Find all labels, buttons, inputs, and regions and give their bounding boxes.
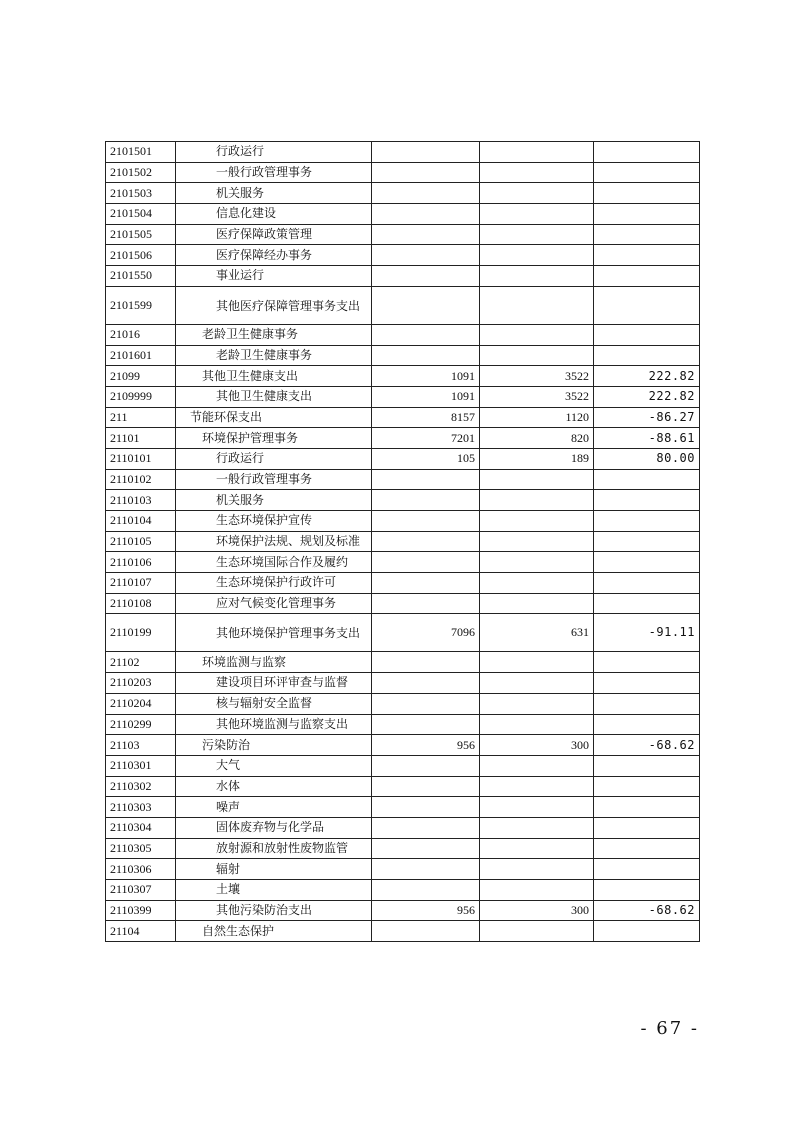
value-cell-2 bbox=[480, 324, 594, 345]
table-row bbox=[106, 162, 700, 183]
change-percent-cell bbox=[594, 142, 700, 163]
table-row bbox=[106, 880, 700, 901]
change-percent-cell bbox=[594, 531, 700, 552]
value-cell-1: 7096 bbox=[372, 614, 480, 652]
change-percent-cell bbox=[594, 593, 700, 614]
account-code-cell: 2101505 bbox=[106, 224, 176, 245]
value-cell-2 bbox=[480, 755, 594, 776]
value-cell-1 bbox=[372, 880, 480, 901]
account-code-cell: 2110307 bbox=[106, 880, 176, 901]
value-cell-2 bbox=[480, 469, 594, 490]
account-code-cell: 2110305 bbox=[106, 838, 176, 859]
account-name-cell: 一般行政管理事务 bbox=[176, 162, 372, 183]
change-percent-cell: -68.62 bbox=[594, 900, 700, 921]
account-name-cell: 污染防治 bbox=[176, 735, 372, 756]
table-row bbox=[106, 859, 700, 880]
value-cell-1 bbox=[372, 838, 480, 859]
table-row bbox=[106, 511, 700, 532]
value-cell-2 bbox=[480, 817, 594, 838]
change-percent-cell bbox=[594, 817, 700, 838]
value-cell-1 bbox=[372, 162, 480, 183]
account-name-cell: 事业运行 bbox=[176, 266, 372, 287]
table-row bbox=[106, 552, 700, 573]
value-cell-1 bbox=[372, 755, 480, 776]
table-row bbox=[106, 469, 700, 490]
value-cell-1 bbox=[372, 921, 480, 942]
account-name-cell: 环境保护管理事务 bbox=[176, 428, 372, 449]
table-row bbox=[106, 838, 700, 859]
value-cell-2: 820 bbox=[480, 428, 594, 449]
account-code-cell: 2101601 bbox=[106, 345, 176, 366]
value-cell-2: 3522 bbox=[480, 366, 594, 387]
account-name-cell: 机关服务 bbox=[176, 490, 372, 511]
account-name-cell: 一般行政管理事务 bbox=[176, 469, 372, 490]
change-percent-cell bbox=[594, 183, 700, 204]
value-cell-2 bbox=[480, 245, 594, 266]
value-cell-2 bbox=[480, 345, 594, 366]
table-row bbox=[106, 428, 700, 449]
table-row bbox=[106, 345, 700, 366]
account-code-cell: 2110103 bbox=[106, 490, 176, 511]
change-percent-cell bbox=[594, 652, 700, 673]
value-cell-1 bbox=[372, 531, 480, 552]
account-name-cell: 机关服务 bbox=[176, 183, 372, 204]
account-code-cell: 2110204 bbox=[106, 693, 176, 714]
table-row bbox=[106, 448, 700, 469]
account-code-cell: 2110199 bbox=[106, 614, 176, 652]
value-cell-1 bbox=[372, 142, 480, 163]
table-row bbox=[106, 817, 700, 838]
change-percent-cell bbox=[594, 552, 700, 573]
table-row bbox=[106, 652, 700, 673]
value-cell-2 bbox=[480, 142, 594, 163]
change-percent-cell: -68.62 bbox=[594, 735, 700, 756]
account-name-cell: 其他污染防治支出 bbox=[176, 900, 372, 921]
account-name-cell: 噪声 bbox=[176, 797, 372, 818]
table-row bbox=[106, 531, 700, 552]
account-name-cell: 建设项目环评审查与监督 bbox=[176, 673, 372, 694]
account-code-cell: 2101550 bbox=[106, 266, 176, 287]
account-name-cell: 医疗保障政策管理 bbox=[176, 224, 372, 245]
value-cell-2: 3522 bbox=[480, 386, 594, 407]
value-cell-1 bbox=[372, 797, 480, 818]
value-cell-1 bbox=[372, 469, 480, 490]
value-cell-1 bbox=[372, 490, 480, 511]
account-code-cell: 211 bbox=[106, 407, 176, 428]
value-cell-2 bbox=[480, 531, 594, 552]
value-cell-2 bbox=[480, 714, 594, 735]
account-code-cell: 21103 bbox=[106, 735, 176, 756]
value-cell-2 bbox=[480, 552, 594, 573]
value-cell-1 bbox=[372, 673, 480, 694]
account-code-cell: 2110102 bbox=[106, 469, 176, 490]
change-percent-cell bbox=[594, 286, 700, 324]
table-row bbox=[106, 266, 700, 287]
account-code-cell: 2101503 bbox=[106, 183, 176, 204]
value-cell-2 bbox=[480, 859, 594, 880]
change-percent-cell: -86.27 bbox=[594, 407, 700, 428]
value-cell-1 bbox=[372, 652, 480, 673]
table-row bbox=[106, 324, 700, 345]
account-name-cell: 水体 bbox=[176, 776, 372, 797]
change-percent-cell: -91.11 bbox=[594, 614, 700, 652]
account-code-cell: 2110303 bbox=[106, 797, 176, 818]
table-row bbox=[106, 921, 700, 942]
account-name-cell: 固体废弃物与化学品 bbox=[176, 817, 372, 838]
table-row bbox=[106, 490, 700, 511]
account-code-cell: 2110304 bbox=[106, 817, 176, 838]
account-code-cell: 2110302 bbox=[106, 776, 176, 797]
change-percent-cell: -88.61 bbox=[594, 428, 700, 449]
value-cell-2: 300 bbox=[480, 900, 594, 921]
account-name-cell: 放射源和放射性废物监管 bbox=[176, 838, 372, 859]
change-percent-cell bbox=[594, 776, 700, 797]
change-percent-cell bbox=[594, 673, 700, 694]
value-cell-2 bbox=[480, 921, 594, 942]
account-name-cell: 老龄卫生健康事务 bbox=[176, 324, 372, 345]
account-name-cell: 行政运行 bbox=[176, 142, 372, 163]
value-cell-1 bbox=[372, 593, 480, 614]
account-name-cell: 大气 bbox=[176, 755, 372, 776]
account-name-cell: 节能环保支出 bbox=[176, 407, 372, 428]
account-code-cell: 2109999 bbox=[106, 386, 176, 407]
change-percent-cell bbox=[594, 490, 700, 511]
change-percent-cell bbox=[594, 345, 700, 366]
change-percent-cell bbox=[594, 224, 700, 245]
account-code-cell: 2101501 bbox=[106, 142, 176, 163]
table-row bbox=[106, 407, 700, 428]
table-row bbox=[106, 573, 700, 594]
value-cell-2 bbox=[480, 511, 594, 532]
value-cell-2 bbox=[480, 776, 594, 797]
account-code-cell: 2110306 bbox=[106, 859, 176, 880]
value-cell-1 bbox=[372, 552, 480, 573]
change-percent-cell bbox=[594, 797, 700, 818]
change-percent-cell bbox=[594, 755, 700, 776]
change-percent-cell bbox=[594, 324, 700, 345]
account-name-cell: 其他环境保护管理事务支出 bbox=[176, 614, 372, 652]
account-code-cell: 2110299 bbox=[106, 714, 176, 735]
account-name-cell: 环境监测与监察 bbox=[176, 652, 372, 673]
change-percent-cell bbox=[594, 921, 700, 942]
table-row bbox=[106, 366, 700, 387]
value-cell-1: 956 bbox=[372, 735, 480, 756]
value-cell-2 bbox=[480, 573, 594, 594]
account-code-cell: 21102 bbox=[106, 652, 176, 673]
value-cell-2: 631 bbox=[480, 614, 594, 652]
value-cell-2 bbox=[480, 266, 594, 287]
account-name-cell: 其他医疗保障管理事务支出 bbox=[176, 286, 372, 324]
account-code-cell: 21016 bbox=[106, 324, 176, 345]
value-cell-1 bbox=[372, 204, 480, 225]
account-code-cell: 2101502 bbox=[106, 162, 176, 183]
value-cell-2: 1120 bbox=[480, 407, 594, 428]
table-row bbox=[106, 735, 700, 756]
value-cell-2 bbox=[480, 652, 594, 673]
account-code-cell: 2110104 bbox=[106, 511, 176, 532]
table-row bbox=[106, 693, 700, 714]
value-cell-1 bbox=[372, 345, 480, 366]
account-name-cell: 环境保护法规、规划及标准 bbox=[176, 531, 372, 552]
value-cell-1 bbox=[372, 859, 480, 880]
table-row bbox=[106, 900, 700, 921]
value-cell-2 bbox=[480, 693, 594, 714]
table-row bbox=[106, 755, 700, 776]
budget-table bbox=[105, 141, 700, 942]
value-cell-2 bbox=[480, 880, 594, 901]
account-code-cell: 2110107 bbox=[106, 573, 176, 594]
change-percent-cell bbox=[594, 693, 700, 714]
table-body bbox=[106, 142, 700, 942]
account-code-cell: 2110101 bbox=[106, 448, 176, 469]
value-cell-1 bbox=[372, 573, 480, 594]
change-percent-cell: 222.82 bbox=[594, 366, 700, 387]
table-row bbox=[106, 673, 700, 694]
account-name-cell: 辐射 bbox=[176, 859, 372, 880]
table-row bbox=[106, 183, 700, 204]
value-cell-1 bbox=[372, 324, 480, 345]
value-cell-1 bbox=[372, 714, 480, 735]
value-cell-1: 1091 bbox=[372, 366, 480, 387]
value-cell-2 bbox=[480, 593, 594, 614]
change-percent-cell bbox=[594, 714, 700, 735]
table-row bbox=[106, 142, 700, 163]
table-row bbox=[106, 204, 700, 225]
change-percent-cell bbox=[594, 880, 700, 901]
change-percent-cell bbox=[594, 204, 700, 225]
value-cell-1 bbox=[372, 776, 480, 797]
account-code-cell: 2110105 bbox=[106, 531, 176, 552]
table-row bbox=[106, 386, 700, 407]
value-cell-2 bbox=[480, 183, 594, 204]
value-cell-1: 105 bbox=[372, 448, 480, 469]
value-cell-1 bbox=[372, 817, 480, 838]
table-row bbox=[106, 593, 700, 614]
value-cell-2 bbox=[480, 224, 594, 245]
value-cell-1 bbox=[372, 266, 480, 287]
value-cell-2 bbox=[480, 673, 594, 694]
account-name-cell: 老龄卫生健康事务 bbox=[176, 345, 372, 366]
change-percent-cell bbox=[594, 838, 700, 859]
table-row bbox=[106, 286, 700, 324]
account-name-cell: 医疗保障经办事务 bbox=[176, 245, 372, 266]
page-number: - 67 - bbox=[640, 1018, 699, 1039]
table-row bbox=[106, 245, 700, 266]
value-cell-1: 7201 bbox=[372, 428, 480, 449]
account-code-cell: 2101506 bbox=[106, 245, 176, 266]
change-percent-cell bbox=[594, 511, 700, 532]
value-cell-1 bbox=[372, 693, 480, 714]
account-name-cell: 其他环境监测与监察支出 bbox=[176, 714, 372, 735]
account-code-cell: 2110399 bbox=[106, 900, 176, 921]
account-code-cell: 2110108 bbox=[106, 593, 176, 614]
value-cell-2 bbox=[480, 838, 594, 859]
change-percent-cell: 80.00 bbox=[594, 448, 700, 469]
account-name-cell: 其他卫生健康支出 bbox=[176, 386, 372, 407]
account-name-cell: 信息化建设 bbox=[176, 204, 372, 225]
value-cell-1 bbox=[372, 183, 480, 204]
account-name-cell: 应对气候变化管理事务 bbox=[176, 593, 372, 614]
change-percent-cell bbox=[594, 859, 700, 880]
value-cell-2: 189 bbox=[480, 448, 594, 469]
value-cell-1 bbox=[372, 245, 480, 266]
account-code-cell: 21099 bbox=[106, 366, 176, 387]
table-row bbox=[106, 714, 700, 735]
account-name-cell: 生态环境保护行政许可 bbox=[176, 573, 372, 594]
value-cell-2 bbox=[480, 797, 594, 818]
value-cell-2: 300 bbox=[480, 735, 594, 756]
account-code-cell: 2101599 bbox=[106, 286, 176, 324]
account-code-cell: 2110203 bbox=[106, 673, 176, 694]
account-code-cell: 21104 bbox=[106, 921, 176, 942]
account-name-cell: 行政运行 bbox=[176, 448, 372, 469]
account-code-cell: 2110301 bbox=[106, 755, 176, 776]
account-name-cell: 生态环境保护宣传 bbox=[176, 511, 372, 532]
table-row bbox=[106, 224, 700, 245]
value-cell-2 bbox=[480, 162, 594, 183]
change-percent-cell: 222.82 bbox=[594, 386, 700, 407]
change-percent-cell bbox=[594, 469, 700, 490]
change-percent-cell bbox=[594, 162, 700, 183]
table-row bbox=[106, 776, 700, 797]
change-percent-cell bbox=[594, 266, 700, 287]
table-row bbox=[106, 614, 700, 652]
account-name-cell: 其他卫生健康支出 bbox=[176, 366, 372, 387]
account-code-cell: 2101504 bbox=[106, 204, 176, 225]
account-name-cell: 自然生态保护 bbox=[176, 921, 372, 942]
value-cell-1 bbox=[372, 224, 480, 245]
value-cell-2 bbox=[480, 286, 594, 324]
account-code-cell: 2110106 bbox=[106, 552, 176, 573]
value-cell-1: 8157 bbox=[372, 407, 480, 428]
value-cell-1: 1091 bbox=[372, 386, 480, 407]
value-cell-1: 956 bbox=[372, 900, 480, 921]
value-cell-2 bbox=[480, 204, 594, 225]
account-name-cell: 生态环境国际合作及履约 bbox=[176, 552, 372, 573]
change-percent-cell bbox=[594, 573, 700, 594]
account-name-cell: 核与辐射安全监督 bbox=[176, 693, 372, 714]
value-cell-2 bbox=[480, 490, 594, 511]
value-cell-1 bbox=[372, 511, 480, 532]
value-cell-1 bbox=[372, 286, 480, 324]
account-code-cell: 21101 bbox=[106, 428, 176, 449]
change-percent-cell bbox=[594, 245, 700, 266]
table-row bbox=[106, 797, 700, 818]
account-name-cell: 土壤 bbox=[176, 880, 372, 901]
